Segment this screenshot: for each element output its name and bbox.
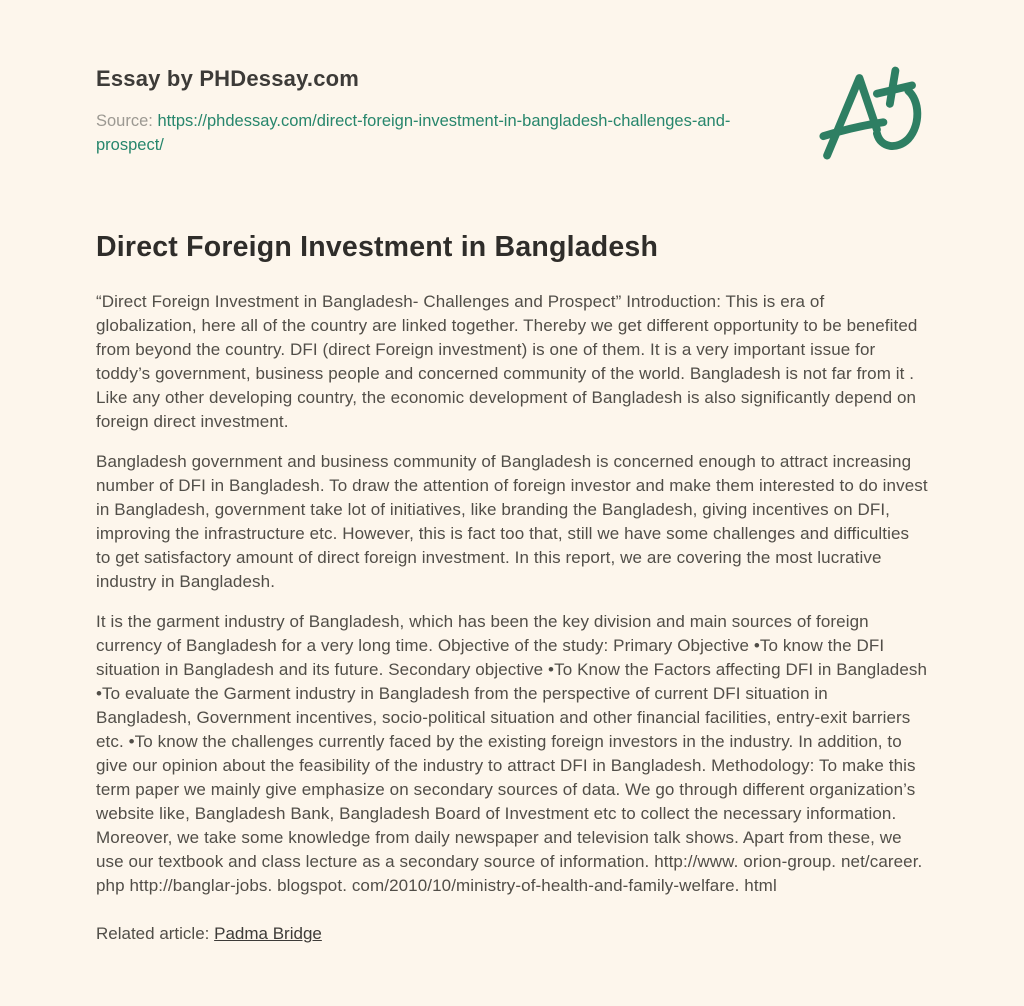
article-paragraph: It is the garment industry of Bangladesh, which has been the key division and main sources of foreign currency of Bangladesh for a very long time. Objective of the study: Primary Objective •To know the DFI situation in Bangladesh and its future. Secondary objective •To Know the Factors affecting DFI in Bangladesh •To evaluate the Garment industry in Bangladesh from the perspective of current DFI situation in Bangladesh, Government incentives, socio-political situation and other financial facilities, entry-exit barriers etc. •To know the challenges currently faced by the existing foreign investors in the industry. In addition, to give our opinion about the feasibility of the industry to attract DFI in Bangladesh. Methodology: To make this term paper we mainly give emphasize on secondary sources of data. We go through different organization’s website like, Bangladesh Bank, Bangladesh Board of Investment etc to collect the necessary information. Moreover, we take some knowledge from daily newspaper and television talk shows. Apart from these, we use our textbook and class lecture as a secondary source of information. http://www. orion-group. net/career. php http://banglar-jobs. blogspot. com/2010/10/ministry-of-health-and-family-welfare. html xyxy=(96,612,928,895)
phdessay-a-plus-logo-icon xyxy=(816,62,936,166)
related-article-label: Related article: xyxy=(96,924,210,943)
page-title: Essay by PHDessay.com xyxy=(96,66,360,91)
article-body xyxy=(96,290,928,898)
related-article-link[interactable]: Padma Bridge xyxy=(214,924,322,943)
source-url-link[interactable]: https://phdessay.com/direct-foreign-investment-in-bangladesh-challenges-and-prospect/ xyxy=(96,112,731,154)
article-paragraph: Bangladesh government and business community of Bangladesh is concerned enough to attract increasing number of DFI in Bangladesh. To draw the attention of foreign investor and make them interested to do invest in Bangladesh, government take lot of initiatives, like branding the Bangladesh, giving incentives on DFI, improving the infrastructure etc. However, this is fact too that, still we have some challenges and difficulties to get satisfactory amount of direct foreign investment. In this report, we are covering the most lucrative industry in Bangladesh. xyxy=(96,452,928,591)
source-label: Source: xyxy=(96,112,153,130)
article-title: Direct Foreign Investment in Bangladesh xyxy=(96,231,659,263)
logo-letter-a xyxy=(827,78,877,156)
source-line xyxy=(96,109,764,157)
article-paragraph: “Direct Foreign Investment in Bangladesh- Challenges and Prospect” Introduction: This is era of globalization, here all of the country are linked together. Thereby we get different opportunity to be benefited from beyond the country. DFI (direct Foreign investment) is one of them. It is a very important issue for toddy’s government, business people and concerned community of the world. Bangladesh is not far from it . Like any other developing country, the economic development of Bangladesh is also significantly depend on foreign direct investment. xyxy=(96,292,918,431)
related-article-row xyxy=(96,922,928,946)
